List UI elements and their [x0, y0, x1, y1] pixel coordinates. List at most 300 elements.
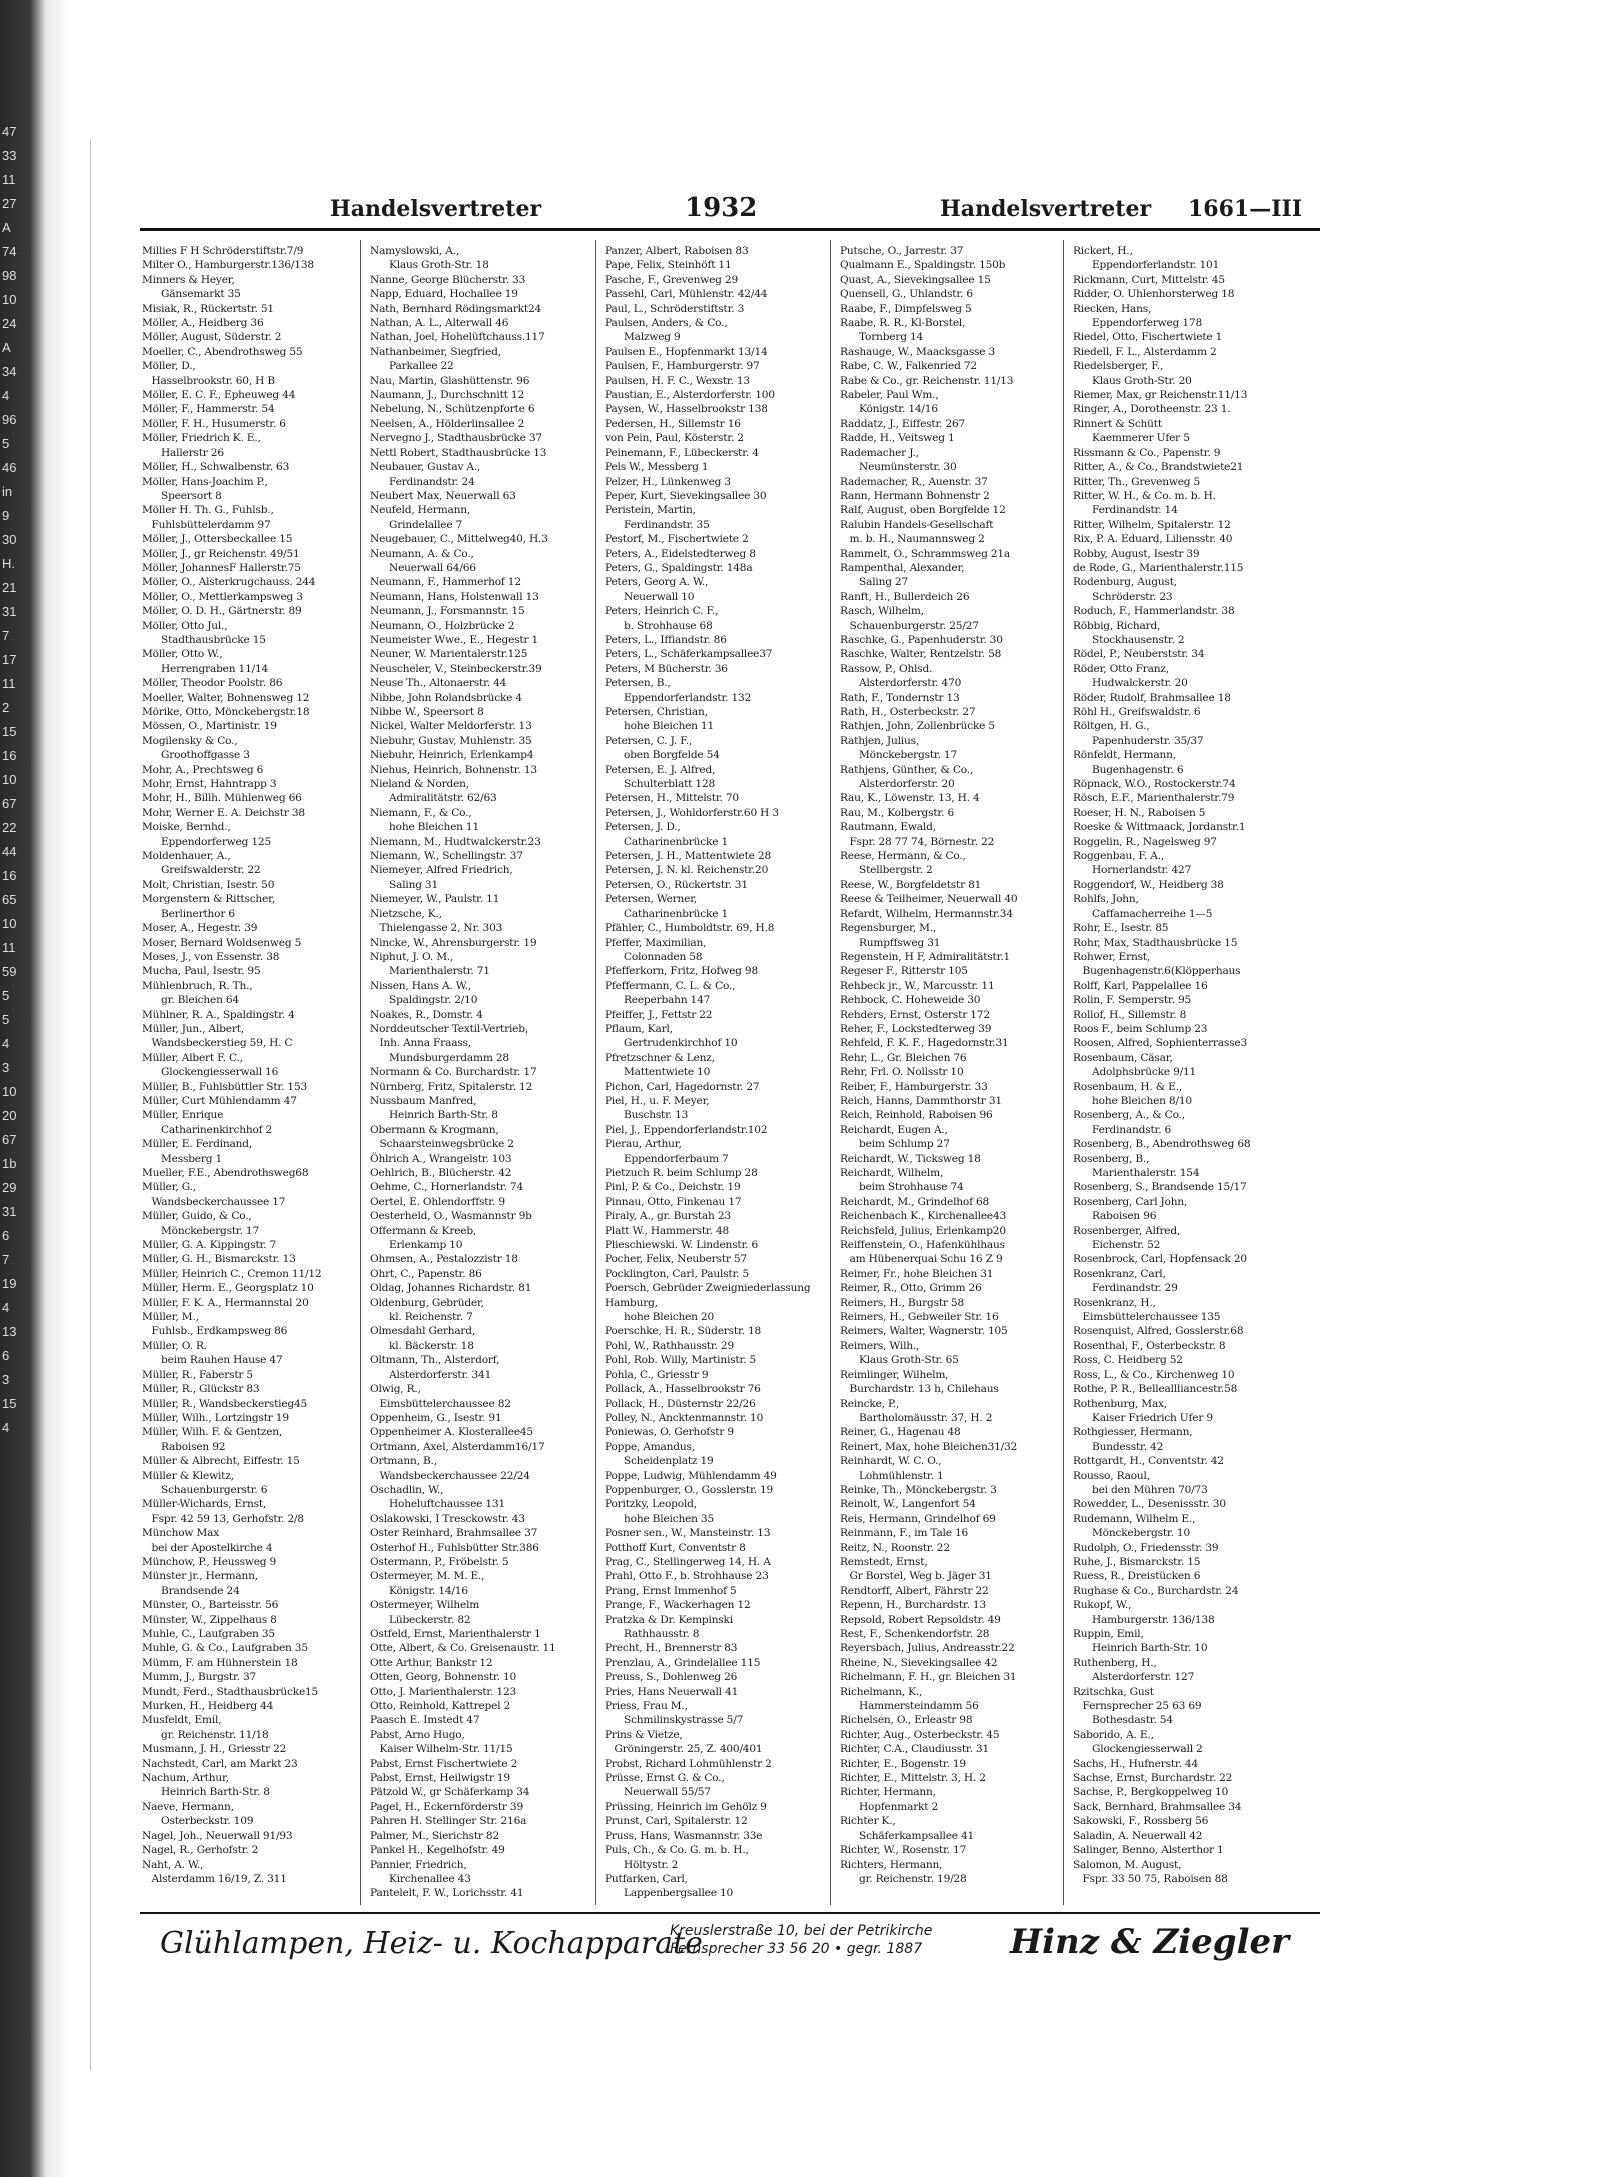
directory-column-2: [368, 244, 592, 1904]
directory-entry: Pohl, Rob. Willy, Martinistr. 5: [605, 1354, 757, 1367]
directory-entry: Neuse Th., Altonaerstr. 44: [370, 677, 507, 690]
directory-entry: Rathhausstr. 8: [605, 1628, 700, 1640]
directory-entry: Rosenkranz, Carl,: [1073, 1267, 1166, 1280]
directory-entry: Eichenstr. 52: [1073, 1239, 1161, 1252]
margin-glyph: 10: [2, 916, 17, 931]
directory-column-5: [1071, 244, 1295, 1904]
directory-entry: Reimlinger, Wilhelm,: [840, 1368, 949, 1381]
directory-entry: Reimers, Walter, Wagnerstr. 105: [840, 1325, 1008, 1338]
directory-entry: Gröningerstr. 25, Z. 400/401: [605, 1743, 763, 1756]
directory-entry: Repenn, H., Burchardstr. 13: [840, 1599, 987, 1612]
directory-entry: Millies F H Schröderstiftstr.7/9: [142, 245, 304, 257]
directory-entry: Oppenheimer A. Klosterallee45: [370, 1426, 533, 1439]
directory-entry: Catharinenkirchhof 2: [142, 1123, 273, 1136]
margin-glyph: 44: [2, 844, 17, 859]
directory-entry: Piel, J., Eppendorferlandstr.102: [605, 1123, 768, 1136]
margin-glyph: 11: [2, 940, 16, 955]
directory-entry: Reichardt, W., Ticksweg 18: [840, 1152, 981, 1165]
directory-entry: Reichardt, Eugen A.,: [840, 1123, 948, 1136]
directory-entry: Öhlrich A., Wrangelstr. 103: [370, 1152, 512, 1165]
directory-entry: Fuhlsbüttelerdamm 97: [142, 518, 271, 531]
directory-entry: Oltmann, Th., Alsterdorf,: [370, 1354, 500, 1367]
directory-entry: Raschke, G., Papenhuderstr. 30: [840, 633, 1003, 646]
directory-entry: Münster jr., Hermann,: [142, 1570, 258, 1583]
directory-entry: Reimer, Fr., hohe Bleichen 31: [840, 1267, 994, 1280]
margin-glyph: 22: [2, 820, 17, 835]
directory-entry: Rumpffsweg 31: [840, 936, 941, 949]
margin-glyph: 11: [2, 676, 16, 691]
directory-entry: Riedell, F. L., Alsterdamm 2: [1073, 345, 1217, 358]
directory-entry: Sakowski, F., Rossberg 56: [1073, 1815, 1209, 1828]
directory-entry: Müller, Wilh., Lortzingstr 19: [142, 1411, 289, 1424]
margin-glyph: 15: [2, 724, 17, 739]
directory-entry: Rassow, P., Ohlsd.: [840, 662, 933, 675]
directory-entry: Burchardstr. 13 h, Chilehaus: [840, 1383, 999, 1396]
ad-contact: [670, 1922, 970, 1958]
directory-entry: Robby, August, Isestr 39: [1073, 547, 1200, 560]
directory-entry: Marienthalerstr. 71: [370, 965, 490, 978]
directory-entry: Möller, J., Ottersbeckallee 15: [142, 533, 293, 546]
directory-entry: Rehfeld, F. K. F., Hagedornstr.31: [840, 1037, 1009, 1050]
directory-entry: Polley, N., Ancktenmannstr. 10: [605, 1411, 764, 1424]
directory-entry: kl. Reichenstr. 7: [370, 1311, 473, 1324]
directory-entry: Paulsen, H. F. C., Wexstr. 13: [605, 374, 750, 387]
directory-entry: Möller, JohannesF Hallerstr.75: [142, 561, 301, 574]
directory-entry: Gertrudenkirchhof 10: [605, 1037, 738, 1050]
directory-entry: hohe Bleichen 35: [605, 1512, 715, 1525]
directory-entry: Raabe, R. R., Kl-Borstel,: [840, 317, 966, 330]
directory-entry: Müller, R., Wandsbeckerstieg45: [142, 1397, 308, 1410]
directory-entry: Nagel, Joh., Neuerwall 91/93: [142, 1829, 293, 1842]
directory-entry: Nanne, George Blücherstr. 33: [370, 273, 526, 286]
directory-entry: Nervegno J., Stadthausbrücke 37: [370, 432, 542, 445]
directory-entry: Heinrich Barth-Str. 10: [1073, 1642, 1208, 1655]
margin-glyph: 10: [2, 772, 17, 787]
directory-entry: Rohlfs, John,: [1073, 893, 1139, 906]
directory-entry: Paustian, E., Alsterdorferstr. 100: [605, 389, 775, 402]
margin-glyph: 6: [2, 1228, 10, 1243]
margin-glyph: 29: [2, 1180, 17, 1195]
margin-glyph: 7: [2, 1252, 10, 1267]
directory-entry: Radde, H., Veitsweg 1: [840, 432, 955, 445]
directory-entry: Pantelelt, F. W., Lorichsstr. 41: [370, 1887, 524, 1900]
directory-entry: Mohr, Ernst, Hahntrapp 3: [142, 778, 277, 791]
directory-entry: Priess, Frau M.,: [605, 1700, 688, 1713]
directory-entry: Röbbig, Richard,: [1073, 619, 1161, 632]
margin-glyph: 96: [2, 412, 17, 427]
margin-glyph: 27: [2, 196, 17, 211]
directory-entry: Reinke, Th., Mönckebergstr. 3: [840, 1483, 997, 1496]
directory-entry: Rosenberger, Alfred,: [1073, 1224, 1181, 1237]
margin-glyph: 1b: [2, 1156, 17, 1171]
page-header: [140, 193, 1340, 226]
directory-entry: Roggelin, R., Nagelsweg 97: [1073, 835, 1217, 848]
directory-entry: Poppe, Ludwig, Mühlendamm 49: [605, 1469, 777, 1482]
margin-glyph: 4: [2, 1036, 10, 1051]
directory-entry: Hornerlandstr. 427: [1073, 864, 1192, 877]
margin-glyph: 11: [2, 172, 16, 187]
directory-entry: kl. Bäckerstr. 18: [370, 1339, 474, 1352]
directory-entry: Eppendorferweg 178: [1073, 317, 1202, 330]
directory-entry: Ritter, Wilhelm, Spitalerstr. 12: [1073, 518, 1231, 531]
directory-entry: Röder, Rudolf, Brahmsallee 18: [1073, 691, 1231, 704]
directory-entry: Rodenburg, August,: [1073, 576, 1177, 589]
directory-entry: Neumann, Hans, Holstenwall 13: [370, 590, 539, 603]
directory-entry: Rolff, Karl, Pappelallee 16: [1073, 979, 1208, 992]
directory-entry: Rabeler, Paul Wm.,: [840, 389, 939, 402]
directory-entry: Rabe & Co., gr. Reichenstr. 11/13: [840, 374, 1014, 387]
directory-entry: Ortmann, Axel, Alsterdamm16/17: [370, 1440, 545, 1453]
directory-entry: Wandsbeckerchaussee 17: [142, 1195, 286, 1208]
directory-entry: Rasch, Wilhelm,: [840, 605, 924, 618]
directory-entry: Peters, M Bücherstr. 36: [605, 662, 728, 675]
directory-entry: Schauenburgerstr. 6: [142, 1483, 268, 1496]
directory-entry: Ross, L., & Co., Kirchenweg 10: [1073, 1368, 1235, 1381]
margin-glyph: 5: [2, 988, 10, 1003]
margin-glyph: 65: [2, 892, 17, 907]
directory-entry: Bundesstr. 42: [1073, 1440, 1164, 1453]
directory-entry: hohe Bleichen 11: [370, 821, 480, 834]
directory-entry: Ruhe, J., Bismarckstr. 15: [1073, 1555, 1201, 1568]
directory-entry: Reyersbach, Julius, Andreasstr.22: [840, 1642, 1015, 1655]
directory-entry: Naht, A. W.,: [142, 1858, 204, 1871]
directory-entry: Ostermeyer, Wilhelm: [370, 1599, 480, 1612]
directory-entry: Kirchenallee 43: [370, 1872, 471, 1885]
directory-entry: Alsterdorferstr. 470: [840, 677, 962, 690]
directory-entry: Roos F., beim Schlump 23: [1073, 1022, 1208, 1035]
directory-entry: Prag, C., Stellingerweg 14, H. A: [605, 1555, 771, 1568]
directory-entry: Neumann, F., Hammerhof 12: [370, 576, 521, 589]
directory-entry: Rösch, E.F., Marienthalerstr.79: [1073, 792, 1235, 805]
directory-entry: Möller, H., Schwalbenstr. 63: [142, 461, 290, 474]
directory-entry: Otte Arthur, Bankstr 12: [370, 1656, 493, 1669]
directory-entry: Mundt, Ferd., Stadthausbrücke15: [142, 1685, 319, 1698]
directory-entry: Rosenberg, B., Abendrothsweg 68: [1073, 1138, 1251, 1151]
directory-entry: Mucha, Paul, Isestr. 95: [142, 965, 261, 978]
directory-entry: Müller, Wilh. F. & Gentzen,: [142, 1426, 283, 1439]
directory-entry: Rath, F., Tondernstr 13: [840, 691, 960, 704]
directory-entry: Münchow Max: [142, 1527, 219, 1540]
directory-entry: Rousso, Raoul,: [1073, 1469, 1150, 1482]
directory-entry: Pierau, Arthur,: [605, 1138, 682, 1151]
directory-entry: Riedelsberger, F.,: [1073, 360, 1164, 373]
margin-glyph: 10: [2, 292, 17, 307]
directory-entry: Müller, Guido, & Co.,: [142, 1210, 252, 1223]
directory-entry: Poersch, Gebrüder Zweigniederlassung Hamburg,: [605, 1282, 814, 1309]
directory-entry: Ohmsen, A., Pestalozzistr 18: [370, 1253, 518, 1266]
directory-entry: Reiber, F., Hamburgerstr. 33: [840, 1080, 988, 1093]
directory-entry: Stellbergstr. 2: [840, 864, 933, 877]
directory-entry: Pfeffermann, C. L. & Co.,: [605, 979, 736, 992]
directory-entry: Richter, Hermann,: [840, 1786, 936, 1799]
directory-entry: Richelmann, F. H., gr. Bleichen 31: [840, 1671, 1017, 1684]
directory-entry: Paulsen E., Hopfenmarkt 13/14: [605, 345, 768, 358]
margin-glyph: 16: [2, 868, 17, 883]
directory-entry: Eppendorferweg 125: [142, 835, 271, 848]
directory-entry: Reinert, Max, hohe Bleichen31/32: [840, 1440, 1018, 1453]
directory-entry: Grindelallee 7: [370, 518, 463, 531]
directory-entry: Rampenthal, Alexander,: [840, 561, 965, 574]
directory-entry: Möller, Friedrich K. E.,: [142, 432, 261, 445]
directory-entry: Neugebauer, C., Mittelweg40, H.3: [370, 533, 548, 546]
directory-entry: Münster, W., Zippelhaus 8: [142, 1613, 277, 1626]
directory-entry: Papenhuderstr. 35/37: [1073, 734, 1204, 747]
directory-entry: Möller, Otto W.,: [142, 648, 223, 661]
directory-entry: Nussbaum Manfred,: [370, 1094, 477, 1107]
directory-entry: Nagel, R., Gerhofstr. 2: [142, 1844, 259, 1857]
directory-entry: Otten, Georg, Bohnenstr. 10: [370, 1671, 517, 1684]
directory-entry: Rademacher J.,: [840, 446, 919, 459]
directory-entry: Mönckebergstr. 17: [142, 1224, 259, 1237]
directory-entry: Riedel, Otto, Fischertwiete 1: [1073, 331, 1223, 344]
directory-entry: Müller, F. K. A., Hermannstal 20: [142, 1296, 309, 1309]
directory-entry: Pestorf, M., Fischertwiete 2: [605, 533, 749, 546]
directory-entry: Osterbeckstr. 109: [142, 1815, 254, 1828]
directory-entry: Qualmann E., Spaldingstr. 150b: [840, 259, 1006, 272]
directory-entry: Oppenheim, G., Isestr. 91: [370, 1411, 502, 1424]
directory-entry: Salinger, Benno, Alsterthor 1: [1073, 1844, 1224, 1857]
directory-entry: Alsterdamm 16/19, Z. 311: [142, 1872, 287, 1885]
directory-entry: Regenstein, H F, Admiralitätstr.1: [840, 950, 1011, 963]
directory-entry: Petersen, J. N. kl. Reichenstr.20: [605, 864, 769, 877]
directory-entry: Rest, F., Schenkendorfstr. 28: [840, 1628, 990, 1640]
directory-entry: Reeperbahn 147: [605, 994, 711, 1007]
directory-entry: Möller H. Th. G., Fuhlsb.,: [142, 504, 274, 517]
directory-entry: Refardt, Wilhelm, Hermannstr.34: [840, 907, 1013, 920]
directory-entry: Peristein, Martin,: [605, 504, 696, 517]
directory-entry: Prins & Vietze,: [605, 1728, 683, 1741]
directory-entry: Oldenburg, Gebrüder,: [370, 1296, 484, 1309]
directory-entry: Molt, Christian, Isestr. 50: [142, 878, 275, 891]
directory-entry: Colonnaden 58: [605, 950, 703, 963]
directory-entry: Ridder, O. Uhlenhorsterweg 18: [1073, 288, 1235, 301]
directory-entry: Brandsende 24: [142, 1584, 240, 1597]
directory-entry: Rudolph, O., Friedensstr. 39: [1073, 1541, 1219, 1554]
directory-entry: Pratzka & Dr. Kempinski: [605, 1613, 733, 1626]
directory-entry: Ritter, Th., Grevenweg 5: [1073, 475, 1201, 488]
directory-entry: Pabst, Ernst, Heilwigstr 19: [370, 1772, 510, 1785]
directory-entry: Peters, Heinrich C. F.,: [605, 605, 719, 618]
directory-entry: Müller, Herm. E., Georgsplatz 10: [142, 1282, 314, 1295]
margin-glyph: 30: [2, 532, 17, 547]
margin-glyph: 67: [2, 796, 17, 811]
directory-entry: Hammersteindamm 56: [840, 1700, 979, 1713]
directory-entry: Paulsen, F., Hamburgerstr. 97: [605, 360, 760, 373]
directory-entry: Nincke, W., Ahrensburgerstr. 19: [370, 936, 537, 949]
directory-entry: Fernsprecher 25 63 69: [1073, 1700, 1202, 1713]
directory-entry: Neuerwall 55/57: [605, 1786, 711, 1799]
directory-entry: gr. Reichenstr. 19/28: [840, 1872, 967, 1885]
directory-entry: Niehus, Heinrich, Bohnenstr. 13: [370, 763, 537, 776]
directory-entry: Pruss, Hans, Wasmannstr. 33e: [605, 1829, 763, 1842]
directory-entry: Müller, M.,: [142, 1311, 199, 1324]
margin-glyph: 24: [2, 316, 17, 331]
directory-column-3: [603, 244, 827, 1904]
directory-entry: Rathjen, Julius,: [840, 734, 920, 747]
directory-entry: Paul, L., Schröderstiftstr. 3: [605, 302, 745, 315]
advertisement-rule: [140, 1912, 1320, 1914]
directory-entry: Mönckebergstr. 17: [840, 749, 957, 762]
directory-entry: Peters, G., Spaldingstr. 148a: [605, 561, 753, 574]
directory-entry: bei den Mühren 70/73: [1073, 1483, 1208, 1496]
directory-entry: Ringer, A., Dorotheenstr. 23 1.: [1073, 403, 1231, 416]
directory-entry: Alsterdorferstr. 127: [1073, 1671, 1195, 1684]
directory-entry: Möller, Hans-Joachim P.,: [142, 475, 268, 488]
directory-entry: Rughase & Co., Burchardstr. 24: [1073, 1584, 1239, 1597]
directory-entry: Pelzer, H., Lünkenweg 3: [605, 475, 731, 488]
directory-entry: Rix, P. A. Eduard, Liliensstr. 40: [1073, 533, 1233, 546]
directory-entry: Hallerstr 26: [142, 446, 224, 459]
directory-entry: Klaus Groth-Str. 18: [370, 259, 489, 272]
directory-entry: Poniewas, O. Gerhofstr 9: [605, 1426, 734, 1439]
directory-entry: Riecken, Hans,: [1073, 302, 1152, 315]
directory-entry: Mühlenbruch, R. Th.,: [142, 979, 253, 992]
directory-entry: Fuhlsb., Erdkampsweg 86: [142, 1325, 288, 1338]
directory-entry: Ostermeyer, M. M. E.,: [370, 1570, 485, 1583]
margin-glyph: 19: [2, 1276, 17, 1291]
directory-entry: Petersen, J., Wohldorferstr.60 H 3: [605, 806, 779, 819]
margin-glyph: 17: [2, 652, 17, 667]
directory-entry: Richelsen, O., Erleastr 98: [840, 1714, 973, 1727]
directory-entry: Pohla, C., Griesstr 9: [605, 1368, 709, 1381]
directory-entry: Rolin, F. Semperstr. 95: [1073, 994, 1192, 1007]
directory-entry: Möller, F. H., Husumerstr. 6: [142, 417, 286, 430]
directory-entry: Neumünsterstr. 30: [840, 461, 957, 474]
directory-entry: Petersen, B.,: [605, 677, 671, 690]
directory-entry: Richter, E., Mittelstr. 3, H. 2: [840, 1772, 986, 1785]
directory-entry: Sachs, H., Hufnerstr. 44: [1073, 1757, 1198, 1770]
directory-entry: Potthoff Kurt, Conventstr 8: [605, 1541, 746, 1554]
directory-entry: Röpnack, W.O., Rostockerstr.74: [1073, 778, 1236, 791]
directory-entry: Buschstr. 13: [605, 1109, 689, 1122]
directory-entry: Ross, C. Heidberg 52: [1073, 1354, 1183, 1367]
directory-entry: Petersen, J. D.,: [605, 821, 681, 834]
directory-entry: Glockengiesserwall 2: [1073, 1743, 1203, 1756]
directory-entry: Saborido, A. E.,: [1073, 1728, 1154, 1741]
directory-entry: Lappenbergsallee 10: [605, 1887, 734, 1900]
directory-entry: Hudwalckerstr. 20: [1073, 677, 1188, 690]
directory-entry: Mörike, Otto, Mönckebergstr.18: [142, 706, 310, 718]
directory-entry: Saladin, A. Neuerwall 42: [1073, 1829, 1203, 1842]
directory-entry: Scheidenplatz 19: [605, 1455, 714, 1468]
directory-entry: Quast, A., Sievekingsallee 15: [840, 273, 991, 286]
directory-entry: Lohmühlenstr. 1: [840, 1469, 944, 1482]
directory-entry: Fspr. 28 77 74, Börnestr. 22: [840, 835, 995, 848]
directory-entry: Raabe, F., Dimpfelsweg 5: [840, 302, 972, 315]
directory-entry: Rashauge, W., Maacksgasse 3: [840, 345, 996, 358]
directory-entry: Ferdinandstr. 35: [605, 518, 710, 531]
directory-entry: Sack, Bernhard, Brahmsallee 34: [1073, 1800, 1242, 1813]
directory-entry: Regeser F., Ritterstr 105: [840, 965, 968, 978]
directory-entry: Mogilensky & Co.,: [142, 734, 238, 747]
directory-entry: Müller, R., Faberstr 5: [142, 1368, 253, 1381]
directory-entry: Rademacher, R., Auenstr. 37: [840, 475, 988, 488]
directory-entry: gr. Bleichen 64: [142, 994, 239, 1007]
directory-entry: Neubauer, Gustav A.,: [370, 461, 481, 474]
directory-entry: Eppendorferlandstr. 101: [1073, 259, 1220, 272]
directory-entry: Kaiser Friedrich Ufer 9: [1073, 1411, 1213, 1424]
directory-entry: Petersen, E. J. Alfred,: [605, 763, 716, 776]
directory-entry: Rehders, Ernst, Osterstr 172: [840, 1008, 990, 1021]
margin-glyph: H.: [2, 556, 15, 571]
column-rule: [1063, 240, 1064, 1905]
ad-phone: Fernsprecher 33 56 20 • gegr. 1887: [670, 1941, 923, 1957]
directory-entry: Rissmann & Co., Papenstr. 9: [1073, 446, 1221, 459]
directory-entry: Pollack, H., Düsternstr 22/26: [605, 1397, 756, 1410]
directory-entry: Peinemann, F., Lübeckerstr. 4: [605, 446, 759, 459]
margin-glyph: 10: [2, 1084, 17, 1099]
directory-entry: Gänsemarkt 35: [142, 288, 241, 301]
directory-entry: Sachse, P., Bergkoppelweg 10: [1073, 1786, 1229, 1799]
directory-entry: hohe Bleichen 20: [605, 1311, 715, 1324]
header-left-title: Handelsvertreter: [330, 196, 542, 222]
directory-entry: Ritter, A., & Co., Brandstwiete21: [1073, 461, 1244, 474]
directory-entry: Möller, August, Süderstr. 2: [142, 331, 282, 344]
directory-entry: Nettl Robert, Stadthausbrücke 13: [370, 446, 547, 459]
directory-entry: Pabst, Arno Hugo,: [370, 1728, 465, 1741]
directory-entry: Platt W., Hammerstr. 48: [605, 1224, 730, 1237]
directory-entry: Müller, Albert F. C.,: [142, 1051, 243, 1064]
directory-entry: Reimers, H., Burgstr 58: [840, 1296, 964, 1309]
directory-entry: Muhle, G. & Co., Laufgraben 35: [142, 1642, 308, 1655]
directory-entry: Müller & Albrecht, Eiffestr. 15: [142, 1455, 300, 1468]
directory-entry: Kaemmerer Ufer 5: [1073, 432, 1190, 445]
directory-entry: Richter, E., Bogenstr. 19: [840, 1757, 966, 1770]
directory-entry: Müller, Curt Mühlendamm 47: [142, 1094, 297, 1107]
directory-entry: Pahren H. Stellinger Str. 216a: [370, 1815, 527, 1828]
margin-glyph: 5: [2, 436, 10, 451]
directory-entry: Moeller, C., Abendrothsweg 55: [142, 345, 303, 358]
directory-entry: Otto, J. Marienthalerstr. 123: [370, 1685, 517, 1698]
directory-entry: Rohwer, Ernst,: [1073, 950, 1151, 963]
directory-entry: Mohr, Werner E. A. Deichstr 38: [142, 806, 305, 819]
directory-entry: Rosenkranz, H.,: [1073, 1296, 1156, 1309]
directory-entry: Milter O., Hamburgerstr.136/138: [142, 259, 314, 272]
directory-entry: Oehlrich, B., Blücherstr. 42: [370, 1167, 512, 1179]
directory-entry: von Pein, Paul, Kösterstr. 2: [605, 432, 744, 445]
margin-glyph: in: [2, 484, 13, 499]
directory-entry: Mühlner, R. A., Spaldingstr. 4: [142, 1008, 295, 1021]
directory-entry: Mohr, A., Prechtsweg 6: [142, 763, 264, 776]
directory-entry: Pfefferkorn, Fritz, Hofweg 98: [605, 965, 758, 978]
directory-entry: Murken, H., Heidberg 44: [142, 1700, 274, 1713]
directory-entry: Groothoffgasse 3: [142, 749, 250, 762]
directory-entry: Rothgiesser, Hermann,: [1073, 1426, 1193, 1439]
directory-entry: Piel, H., u. F. Meyer,: [605, 1094, 710, 1107]
directory-entry: Roggendorf, W., Heidberg 38: [1073, 878, 1224, 891]
directory-entry: Nathanbeimer, Siegfried,: [370, 345, 501, 358]
directory-entry: Peters, A., Eidelstedterweg 8: [605, 547, 756, 560]
directory-entry: Rinnert & Schütt: [1073, 417, 1162, 430]
directory-entry: Greifswalderstr. 22: [142, 864, 261, 877]
directory-entry: Rosenberg, Carl John,: [1073, 1195, 1188, 1208]
directory-entry: Caffamacherreihe 1—5: [1073, 907, 1213, 920]
directory-entry: Pfretzschner & Lenz,: [605, 1051, 715, 1064]
directory-entry: am Hübenerquai Schu 16 Z 9: [840, 1253, 1003, 1266]
directory-entry: Oesterheld, O., Wasmannstr 9b: [370, 1210, 532, 1223]
directory-entry: Adolphsbrücke 9/11: [1073, 1066, 1197, 1079]
margin-glyph: A: [2, 220, 11, 235]
directory-entry: Richelmann, K.,: [840, 1685, 923, 1698]
directory-entry: Rammelt, O., Schrammsweg 21a: [840, 547, 1011, 560]
margin-glyph: 74: [2, 244, 17, 259]
directory-entry: Naumann, J., Durchschnitt 12: [370, 389, 524, 402]
directory-entry: Rothenburg, Max,: [1073, 1397, 1168, 1410]
directory-entry: Möller, Theodor Poolstr. 86: [142, 677, 283, 690]
directory-entry: Müller, R., Glückstr 83: [142, 1383, 260, 1396]
directory-entry: Bartholomäusstr. 37, H. 2: [840, 1411, 993, 1424]
directory-entry: hohe Bleichen 11: [605, 720, 715, 733]
